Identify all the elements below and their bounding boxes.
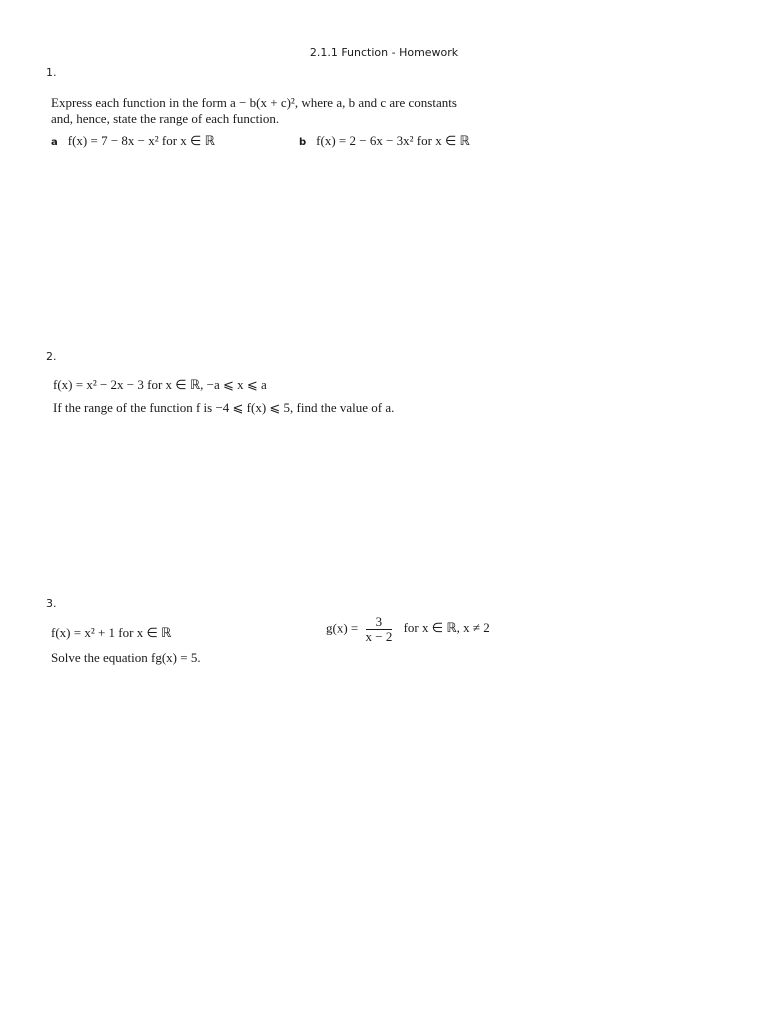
question-2-text: If the range of the function f is −4 ⩽ f(x) ⩽ 5, find the value of a. xyxy=(53,400,395,415)
question-3-g-definition xyxy=(326,615,490,644)
page-title: 2.1.1 Function - Homework xyxy=(309,46,459,59)
question-3-number: 3. xyxy=(46,597,57,610)
g-domain: for x ∈ ℝ, x ≠ 2 xyxy=(403,620,490,636)
question-3-text: Solve the equation fg(x) = 5. xyxy=(51,650,201,665)
question-1-intro-line1: Express each function in the form a − b(x + c)², where a, b and c are constants xyxy=(51,95,457,110)
question-1-part-a xyxy=(51,133,215,149)
g-lhs: g(x) = xyxy=(326,620,359,636)
part-b-label: b xyxy=(299,137,307,148)
question-2-function: f(x) = x² − 2x − 3 for x ∈ ℝ, −a ⩽ x ⩽ a xyxy=(53,377,267,392)
question-1-part-b xyxy=(299,133,470,149)
g-fraction xyxy=(366,615,393,644)
g-denominator: x − 2 xyxy=(365,629,393,644)
part-b-text: f(x) = 2 − 6x − 3x² for x ∈ ℝ xyxy=(316,133,470,148)
question-3-f-definition: f(x) = x² + 1 for x ∈ ℝ xyxy=(51,625,172,640)
part-a-label: a xyxy=(51,137,58,148)
part-a-text: f(x) = 7 − 8x − x² for x ∈ ℝ xyxy=(67,133,215,148)
question-1-intro-line2: and, hence, state the range of each function. xyxy=(51,111,280,126)
g-numerator: 3 xyxy=(366,615,393,630)
question-2-number: 2. xyxy=(46,350,57,363)
question-1-number: 1. xyxy=(46,66,57,79)
